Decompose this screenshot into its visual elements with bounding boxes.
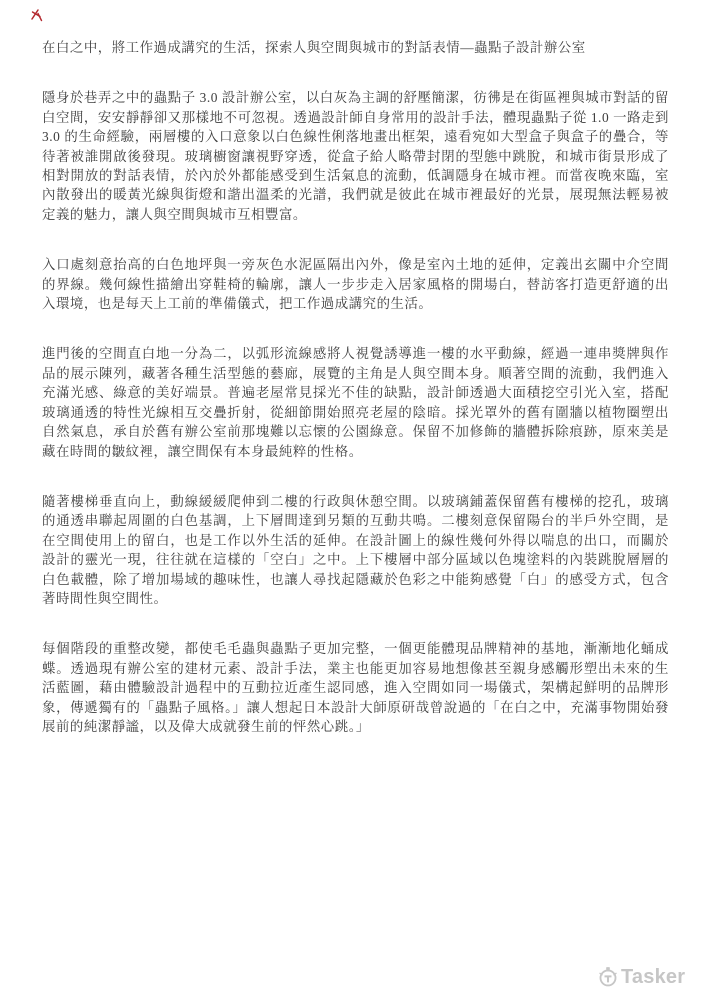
body-paragraph: 進門後的空間直白地一分為二，以弧形流線感將人視覺誘導進一樓的水平動線，經過一連串獎牌與作品的展示陳列，藏著各種生活型態的藝廊，展覽的主角是人與空間本身。順著空間的流動，我們進入充滿光感、綠意的美好端景。普遍老屋常見採光不佳的缺點，設計師透過大面積挖空引光入室，搭配玻璃通透的特性光線相互交疊折射，從細節開始照亮老屋的陰暗。採光罩外的舊有圍牆以植物圈塑出自然氣息，承自於舊有辦公室前那塊難以忘懷的公園綠意。保留不加修飾的牆體拆除痕跡，原來美是藏在時間的皺紋裡，讓空間保有本身最純粹的性格。 [42,346,669,459]
red-annotation-mark [29,8,44,23]
article-body [42,38,669,767]
body-paragraph: 每個階段的重整改變，都使毛毛蟲與蟲點子更加完整，一個更能體現品牌精神的基地，漸漸地化蛹成蝶。透過現有辦公室的建材元素、設計手法，業主也能更加容易地想像甚至親身感觸形塑出未來的生活藍圖，藉由體驗設計過程中的互動拉近產生認同感，進入空間如同一場儀式，架構起鮮明的品牌形象，傳遞獨有的「蟲點子風格。」讓人想起日本設計大師原研哉曾說過的「在白之中，充滿事物開始發展前的純潔靜謐，以及偉大成就發生前的怦然心跳。」 [42,641,669,734]
tasker-watermark [597,965,685,989]
body-paragraph: 入口處刻意抬高的白色地坪與一旁灰色水泥區隔出內外，像是室內土地的延伸，定義出玄關中介空間的界線。幾何線性描繪出穿鞋椅的輪廓，讓人一步步走入居家風格的開場白，替訪客打造更舒適的出入環境，也是每天上工前的準備儀式，把工作過成講究的生活。 [42,257,669,312]
body-paragraph: 隨著樓梯垂直向上，動線緩緩爬伸到二樓的行政與休憩空間。以玻璃鋪蓋保留舊有樓梯的挖孔，玻璃的通透串聯起周圍的白色基調，上下層間達到另類的互動共鳴。二樓刻意保留陽台的半戶外空間，是在空間使用上的留白，也是工作以外生活的延伸。在設計圖上的線性幾何外得以喘息的出口，而關於設計的靈光一現，往往就在這樣的「空白」之中。上下樓層中部分區域以色塊塗料的內裝跳脫層層的白色載體，除了增加場域的趣味性，也讓人尋找起隱藏於色彩之中能夠感覺「白」的感受方式，包含著時間性與空間性。 [42,493,669,606]
tasker-logo-icon [597,965,619,989]
body-paragraph: 隱身於巷弄之中的蟲點子 3.0 設計辦公室，以白灰為主調的舒壓簡潔，彷彿是在街區裡與城市對話的留白空間，安安靜靜卻又那樣地不可忽視。透過設計師自身常用的設計手法，體現蟲點子從 1.0 一路走到 3.0 的生命經驗，兩層樓的入口意象以白色線性俐落地畫出框架，遠看宛如大型盒子與盒子的疊合，等待著被誰開啟後發現。玻璃櫥窗讓視野穿透，從盒子給人略帶封閉的型態中跳脫，和城市街景形成了相對開放的對話表情，於內於外都能感受到生活氣息的流動，低調隱身在城市裡。而當夜晚來臨，室內散發出的暖黃光線與街燈和諧出溫柔的光譜，我們就是彼此在城市裡最好的光景，展現無法輕易被定義的魅力，讓人與空間與城市互相豐富。 [42,90,669,222]
tasker-wordmark: Tasker [621,966,686,988]
article-title: 在白之中，將工作過成講究的生活，探索人與空間與城市的對話表情—蟲點子設計辦公室 [42,40,586,55]
